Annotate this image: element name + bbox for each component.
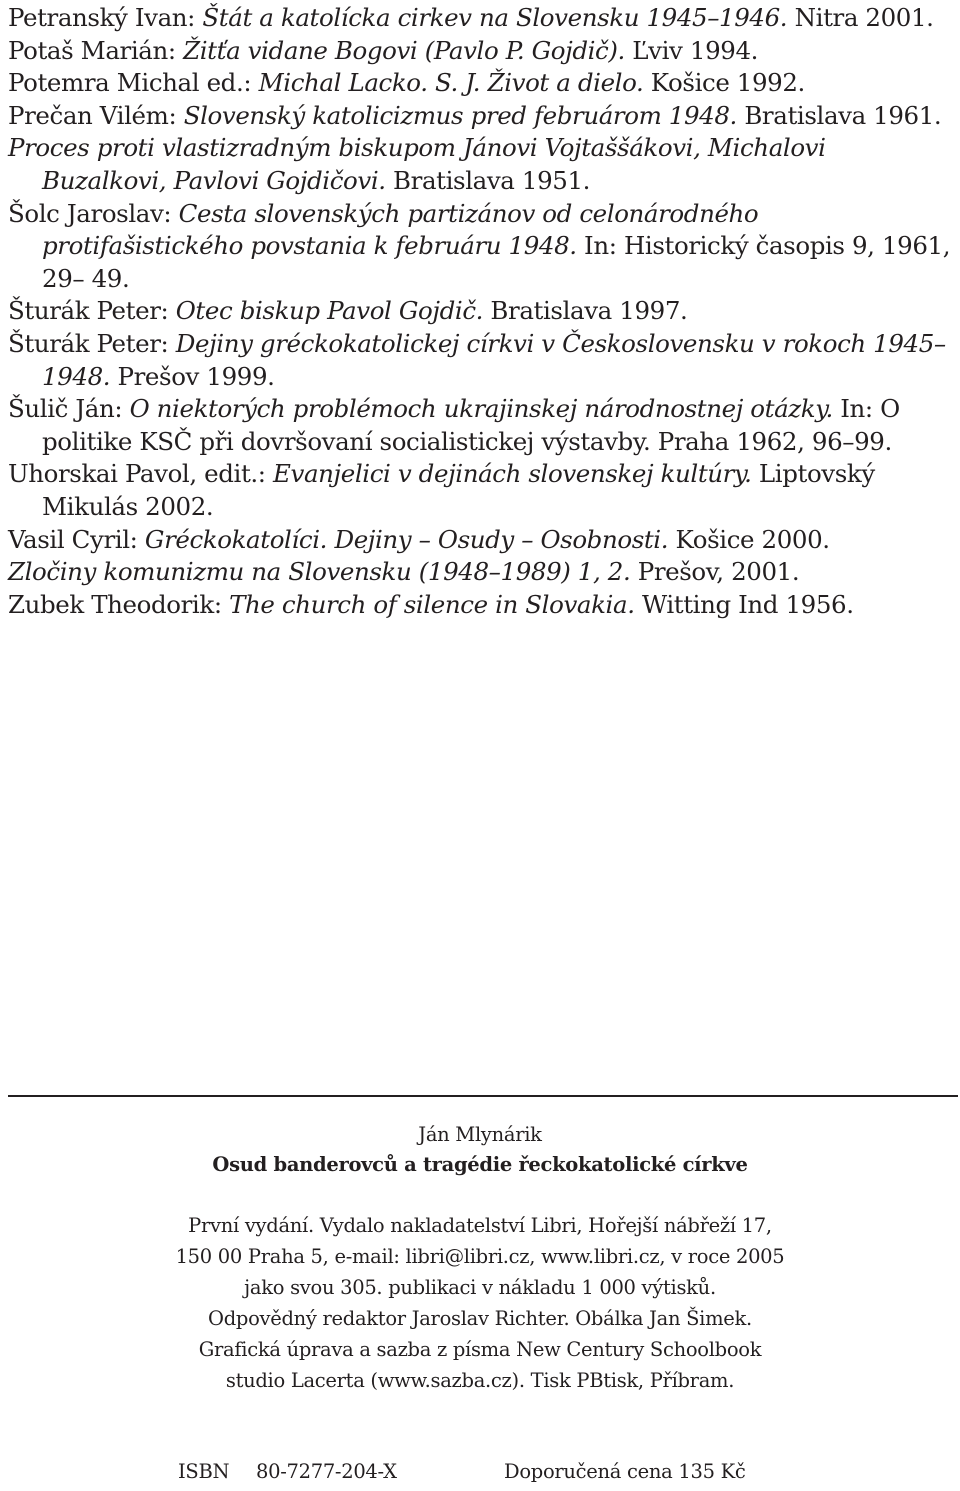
bibliography-entry	[8, 393, 956, 458]
entry-title: Gréckokatolíci. Dejiny – Osudy – Osobnosti.	[144, 524, 669, 554]
entry-text: Liptovský Mikulás 2002.	[42, 459, 875, 521]
entry-text: In: Historický časopis 9, 1961, 29– 49.	[42, 231, 951, 293]
entry-text: Šolc Jaroslav:	[8, 198, 179, 228]
bibliography-entry	[8, 2, 956, 35]
entry-text: Prešov, 2001.	[630, 557, 800, 587]
entry-text: Bratislava 1961.	[736, 100, 942, 130]
entry-text: Bratislava 1997.	[483, 296, 688, 326]
entry-text: Nitra 2001.	[787, 3, 934, 32]
entry-title: Michal Lacko. S. J. Život a dielo.	[258, 68, 644, 98]
entry-text: Vasil Cyril:	[8, 524, 145, 554]
entry-text: In: O politike KSČ při dovršovaní socialistickej výstavby. Praha 1962, 96–99.	[42, 394, 900, 456]
entry-title: Proces proti vlastizradným biskupom Jánovi Vojtaššákovi, Michalovi Buzalkovi, Pavlovi Gojdičovi.	[8, 133, 826, 195]
bibliography-entry	[8, 100, 956, 133]
bibliography-entry	[8, 295, 956, 328]
entry-text: Petranský Ivan:	[8, 3, 203, 32]
book-title: Osud banderovců a tragédie řeckokatolické církve	[212, 1153, 748, 1176]
colophon	[0, 1120, 960, 1180]
entry-title: Žitťa vidane Bogovi (Pavlo P. Gojdič).	[183, 35, 625, 65]
imprint-line: 150 00 Praha 5, e-mail: libri@libri.cz, www.libri.cz, v roce 2005	[175, 1245, 785, 1268]
entry-text: Uhorskai Pavol, edit.:	[8, 459, 274, 489]
entry-text: Šturák Peter:	[8, 328, 176, 358]
imprint-line: Odpovědný redaktor Jaroslav Richter. Obálka Jan Šimek.	[208, 1307, 752, 1330]
entry-title: Štát a katolícka cirkev na Slovensku 1945–1946.	[202, 3, 788, 32]
entry-text: Potemra Michal ed.:	[8, 68, 259, 98]
recommended-price: Doporučená cena 135 Kč	[504, 1460, 746, 1483]
entry-text: Bratislava 1951.	[385, 165, 591, 195]
entry-text: Ľviv 1994.	[624, 35, 759, 65]
bibliography-entry	[8, 556, 956, 589]
imprint-line: První vydání. Vydalo nakladatelství Libri, Hořejší nábřeží 17,	[188, 1214, 772, 1237]
entry-title: The church of silence in Slovakia.	[229, 589, 635, 619]
entry-title: Evanjelici v dejinách slovenskej kultúry.	[273, 459, 752, 489]
entry-text: Košice 2000.	[668, 524, 830, 554]
bibliography-entry	[8, 328, 956, 393]
entry-text: Zubek Theodorik:	[8, 589, 230, 619]
entry-title: Slovenský katolicizmus pred februárom 1948.	[183, 100, 737, 130]
bibliography-entry	[8, 458, 956, 523]
isbn-value: 80-7277-204-X	[256, 1460, 397, 1483]
imprint-line: jako svou 305. publikaci v nákladu 1 000 výtisků.	[244, 1276, 716, 1299]
isbn-label: ISBN	[178, 1460, 230, 1483]
imprint-line: studio Lacerta (www.sazba.cz). Tisk PBtisk, Příbram.	[225, 1369, 735, 1392]
bibliography-entry	[8, 132, 956, 197]
imprint-line: Grafická úprava a sazba z písma New Century Schoolbook	[198, 1338, 762, 1361]
bibliography-entry	[8, 198, 956, 296]
bibliography-entry	[8, 589, 956, 622]
entry-title: Dejiny gréckokatolickej církvi v Československu v rokoch 1945–1948.	[42, 328, 946, 391]
imprint	[0, 1210, 960, 1396]
entry-text: Witting Ind 1956.	[634, 589, 854, 619]
bibliography-entry	[8, 524, 956, 557]
bibliography-entry	[8, 67, 956, 100]
book-author: Ján Mlynárik	[418, 1123, 542, 1146]
entry-title: O niektorých problémoch ukrajinskej národnostnej otázky.	[129, 394, 833, 424]
divider-rule	[8, 1095, 958, 1097]
bibliography-list	[8, 2, 956, 621]
entry-text: Šturák Peter:	[8, 296, 176, 326]
entry-text: Prešov 1999.	[110, 361, 275, 391]
entry-text: Prečan Vilém:	[8, 100, 184, 130]
entry-title: Zločiny komunizmu na Slovensku (1948–1989) 1, 2.	[8, 557, 631, 587]
entry-title: Cesta slovenských partizánov od celonárodného protifašistického povstania k februáru 1948.	[42, 198, 759, 261]
bibliography-entry	[8, 35, 956, 68]
entry-text: Košice 1992.	[643, 68, 805, 98]
entry-text: Potaš Marián:	[8, 35, 184, 65]
entry-title: Otec biskup Pavol Gojdič.	[175, 296, 484, 326]
entry-text: Šulič Ján:	[8, 394, 130, 424]
